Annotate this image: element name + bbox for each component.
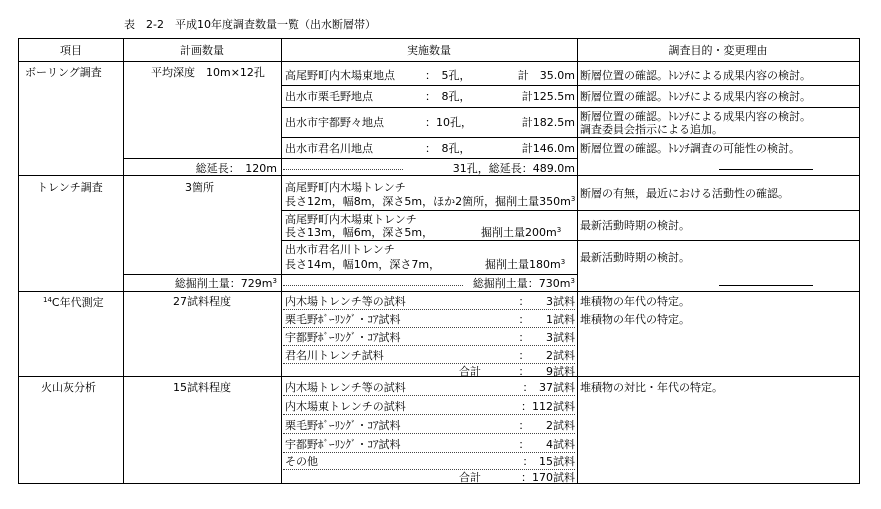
boring-total-3: 計182.5m <box>521 116 575 129</box>
trench-dims-1: 長さ12m，幅8m，深さ5m，ほか2箇所，掘削土量$350m^3$ <box>285 195 576 208</box>
c14-count-1: ： 3試料 <box>518 295 575 308</box>
boring-row-line-1 <box>281 85 859 86</box>
boring-plan-total: 総延長： 120m <box>195 162 277 175</box>
trench-dims-3: 長さ14m，幅10m，深さ7m， <box>285 258 441 271</box>
ash-total: ：170試料 <box>521 471 575 484</box>
c14-plan: 27試料程度 <box>173 295 231 308</box>
ash-count-2: ：112試料 <box>521 400 575 413</box>
boring-site-4: 出水市君名川地点 <box>285 142 373 155</box>
boring-purpose-blank-line <box>719 169 813 170</box>
ash-row-line-4 <box>283 452 575 453</box>
boring-purpose-1: 断層位置の確認。ﾄﾚﾝﾁによる成果内容の検討。 <box>580 69 811 82</box>
header-actual: 実施数量 <box>407 44 451 57</box>
c14-sample-4: 君名川トレンチ試料 <box>285 349 384 362</box>
cubic-sup: 3 <box>570 195 576 203</box>
trench-total-line <box>123 274 577 275</box>
ash-count-5: ： 15試料 <box>522 455 575 468</box>
trench-site-1: 高尾野町内木場トレンチ <box>285 181 406 194</box>
ash-count-3: ： 2試料 <box>518 419 575 432</box>
c14-sample-1: 内木場トレンチ等の試料 <box>285 295 406 308</box>
boring-purpose-3: 断層位置の確認。ﾄﾚﾝﾁによる成果内容の検討。 <box>580 110 811 123</box>
trench-item: トレンチ調査 <box>37 181 103 194</box>
c14-count-3: ： 3試料 <box>518 331 575 344</box>
boring-count-4: ： 8孔， <box>425 142 471 155</box>
c14-count-4: ： 2試料 <box>518 349 575 362</box>
trench-row-line-2 <box>281 240 859 241</box>
boring-dotted-leader <box>283 169 403 170</box>
trench-purpose-3: 最新活動時期の検討。 <box>580 251 690 264</box>
ash-row-line-5 <box>283 469 575 470</box>
header-plan: 計画数量 <box>180 44 224 57</box>
boring-count-3: ：10孔， <box>425 116 472 129</box>
c14-count-2: ： 1試料 <box>518 313 575 326</box>
trench-dotted-leader <box>283 285 463 286</box>
trench-purpose-1: 断層の有無，最近における活動性の確認。 <box>580 187 789 200</box>
c14-row-line-2 <box>283 327 575 328</box>
header-item: 項目 <box>60 44 82 57</box>
boring-purpose-3b: 調査委員会指示による追加。 <box>580 123 723 136</box>
c14-total: ： 9試料 <box>518 365 575 378</box>
boring-actual-total: 31孔，総延長：489.0m <box>452 162 575 175</box>
c14-row-line-1 <box>283 309 575 310</box>
table-title: 表 2-2 平成10年度調査数量一覧（出水断層帯） <box>124 18 376 31</box>
ash-row-line-1 <box>283 395 575 396</box>
trench-row-line-1 <box>281 210 859 211</box>
boring-site-2: 出水市栗毛野地点 <box>285 90 373 103</box>
header-divider <box>19 61 859 62</box>
boring-row-line-2 <box>281 107 859 108</box>
col-divider-1 <box>123 39 124 483</box>
boring-item: ボーリング調査 <box>25 66 102 79</box>
boring-count-2: ： 8孔， <box>425 90 471 103</box>
trench-actual-total: 総掘削土量：$730m^3$ <box>472 277 575 290</box>
ash-count-1: ： 37試料 <box>522 381 575 394</box>
c14-row-line-4 <box>283 363 575 364</box>
survey-quantity-table <box>18 38 860 484</box>
trench-plan-total: 総掘削土量：$729m^3$ <box>174 277 277 290</box>
trench-vol-3: 掘削土量$180m^3$ <box>485 258 566 271</box>
col-divider-3 <box>577 39 578 483</box>
ash-row-line-2 <box>283 414 575 415</box>
ash-sample-3: 栗毛野ﾎﾞｰﾘﾝｸﾞ・ｺｱ試料 <box>285 419 401 432</box>
trench-vol-2: 掘削土量$200m^3$ <box>481 226 562 239</box>
boring-purpose-2: 断層位置の確認。ﾄﾚﾝﾁによる成果内容の検討。 <box>580 90 811 103</box>
ash-count-4: ： 4試料 <box>518 438 575 451</box>
section-divider-2 <box>19 291 859 292</box>
ash-row-line-3 <box>283 433 575 434</box>
c14-purpose-1: 堆積物の年代の特定。 <box>580 295 690 308</box>
header-purpose: 調査目的・変更理由 <box>668 44 768 57</box>
cubic-sup: 3 <box>560 258 566 266</box>
boring-site-1: 高尾野町内木場東地点 <box>285 69 395 82</box>
section-divider-1 <box>19 175 859 176</box>
ash-purpose: 堆積物の対比・年代の特定。 <box>580 381 723 394</box>
boring-total-1: 計 35.0m <box>517 69 575 82</box>
cubic-sup: 3 <box>570 277 575 285</box>
ash-sample-5: その他 <box>285 455 318 468</box>
ash-sample-2: 内木場東トレンチの試料 <box>285 400 406 413</box>
c14-sample-3: 宇都野ﾎﾞｰﾘﾝｸﾞ・ｺｱ試料 <box>285 331 401 344</box>
trench-site-2: 高尾野町内木場東トレンチ <box>285 213 417 226</box>
trench-purpose-blank-line <box>719 285 813 286</box>
boring-total-4: 計146.0m <box>521 142 575 155</box>
boring-total-2: 計125.5m <box>521 90 575 103</box>
cubic-sup: 3 <box>556 226 562 234</box>
c14-total-label: 合計 <box>459 365 481 378</box>
c14-purpose-2: 堆積物の年代の特定。 <box>580 313 690 326</box>
c14-row-line-3 <box>283 345 575 346</box>
trench-dims-2: 長さ13m，幅6m，深さ5m， <box>285 226 434 239</box>
boring-plan: 平均深度 10m×12孔 <box>151 66 265 79</box>
ash-sample-4: 宇都野ﾎﾞｰﾘﾝｸﾞ・ｺｱ試料 <box>285 438 401 451</box>
ash-total-label: 合計 <box>459 471 481 484</box>
col-divider-2 <box>281 39 282 483</box>
trench-plan: 3箇所 <box>185 181 214 194</box>
ash-plan: 15試料程度 <box>173 381 231 394</box>
ash-sample-1: 内木場トレンチ等の試料 <box>285 381 406 394</box>
boring-total-line <box>123 158 577 159</box>
c14-sample-2: 栗毛野ﾎﾞｰﾘﾝｸﾞ・ｺｱ試料 <box>285 313 401 326</box>
ash-item: 火山灰分析 <box>41 381 96 394</box>
c14-item: $^{14}$C年代測定 <box>43 296 104 309</box>
boring-purpose-4: 断層位置の確認。ﾄﾚﾝﾁ調査の可能性の検討。 <box>580 142 800 155</box>
trench-site-3: 出水市君名川トレンチ <box>285 243 395 256</box>
boring-count-1: ： 5孔， <box>425 69 471 82</box>
section-divider-3 <box>19 376 859 377</box>
cubic-sup: 3 <box>272 277 277 285</box>
c14-sup: 14 <box>43 296 52 304</box>
boring-row-line-3 <box>281 137 859 138</box>
trench-purpose-2: 最新活動時期の検討。 <box>580 219 690 232</box>
boring-site-3: 出水市宇都野々地点 <box>285 116 384 129</box>
